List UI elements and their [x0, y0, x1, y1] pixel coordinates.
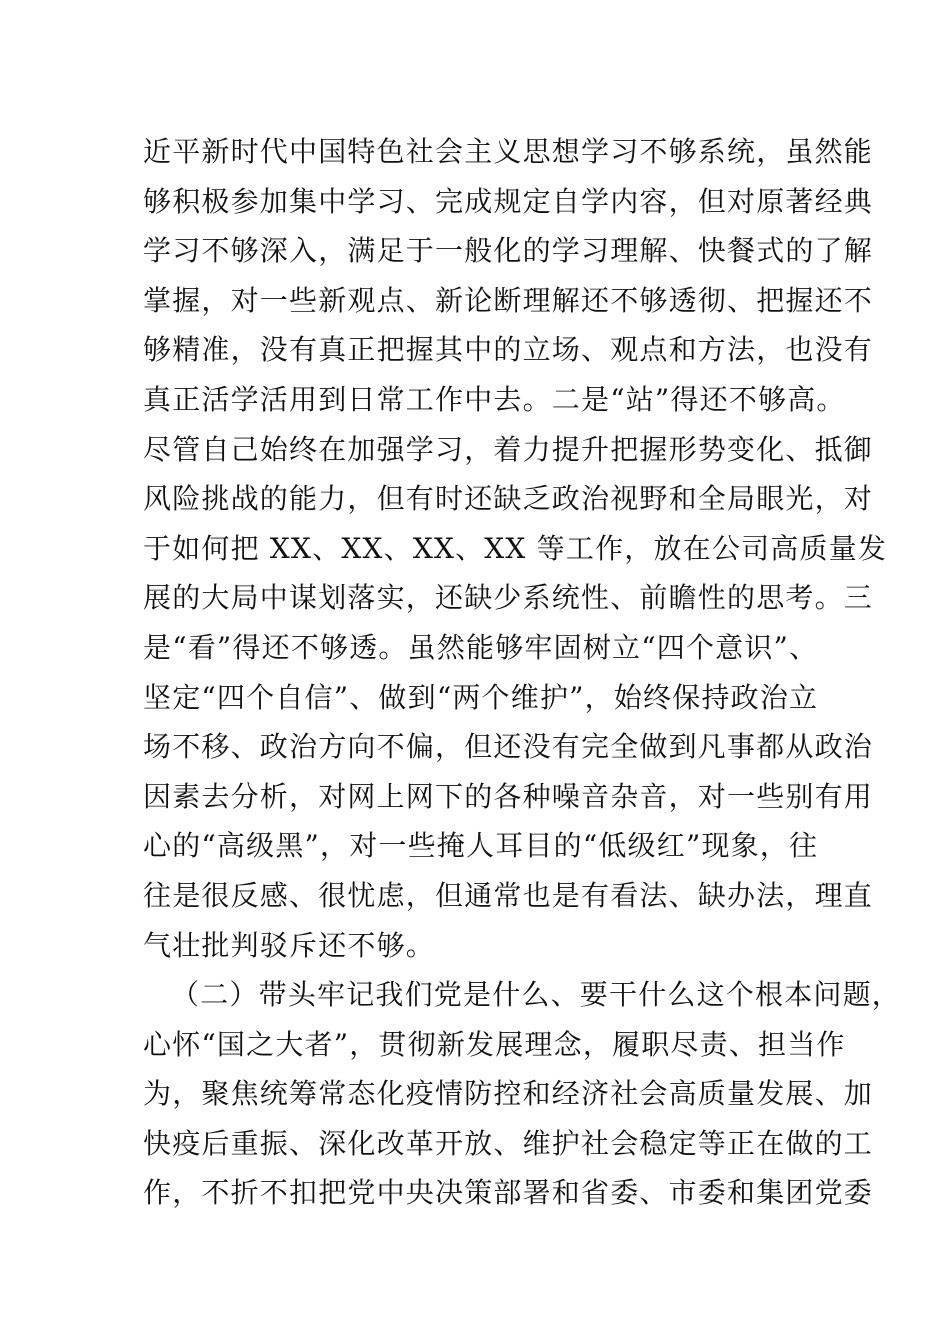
text-line: 气壮批判驳斥还不够。	[143, 928, 436, 962]
text-line: 于如何把 XX、XX、XX、XX 等工作，放在公司高质量发	[143, 531, 888, 565]
text-line: 够积极参加集中学习、完成规定自学内容，但对原著经典	[143, 184, 874, 218]
text-line: 为，聚焦统筹常态化疫情防控和经济社会高质量发展、加	[143, 1077, 874, 1111]
text-line: 风险挑战的能力，但有时还缺乏政治视野和全局眼光，对	[143, 482, 874, 516]
text-line: 够精准，没有真正把握其中的立场、观点和方法，也没有	[143, 333, 874, 367]
text-line: 往是很反感、很忧虑，但通常也是有看法、缺办法，理直	[143, 878, 874, 912]
text-line: 是“看”得还不够透。虽然能够牢固树立“四个意识”、	[143, 630, 819, 664]
text-line: 心怀“国之大者”，贯彻新发展理念，履职尽责、担当作	[143, 1027, 846, 1061]
text-line: 心的“高级黑”，对一些掩人耳目的“低级红”现象，往	[143, 829, 819, 863]
text-line: 坚定“四个自信”、做到“两个维护”，始终保持政治立	[143, 680, 819, 714]
text-line: 近平新时代中国特色社会主义思想学习不够系统，虽然能	[143, 135, 874, 168]
text-line: 场不移、政治方向不偏，但还没有完全做到凡事都从政治	[143, 730, 874, 764]
text-line: 快疫后重振、深化改革开放、维护社会稳定等正在做的工	[143, 1126, 874, 1160]
text-line: 真正活学活用到日常工作中去。二是“站”得还不够高。	[143, 382, 846, 416]
document-body	[143, 127, 902, 1218]
text-line: 因素去分析，对网上网下的各种噪音杂音，对一些别有用	[143, 779, 874, 813]
section-heading-line: （二）带头牢记我们党是什么、要干什么这个根本问题，	[171, 978, 902, 1012]
text-line: 学习不够深入，满足于一般化的学习理解、快餐式的了解	[143, 234, 874, 268]
text-line: 展的大局中谋划落实，还缺少系统性、前瞻性的思考。三	[143, 581, 874, 615]
text-line: 掌握，对一些新观点、新论断理解还不够透彻、把握还不	[143, 283, 874, 317]
text-line: 尽管自己始终在加强学习，着力提升把握形势变化、抵御	[143, 432, 874, 466]
text-line: 作，不折不扣把党中央决策部署和省委、市委和集团党委	[143, 1176, 874, 1210]
